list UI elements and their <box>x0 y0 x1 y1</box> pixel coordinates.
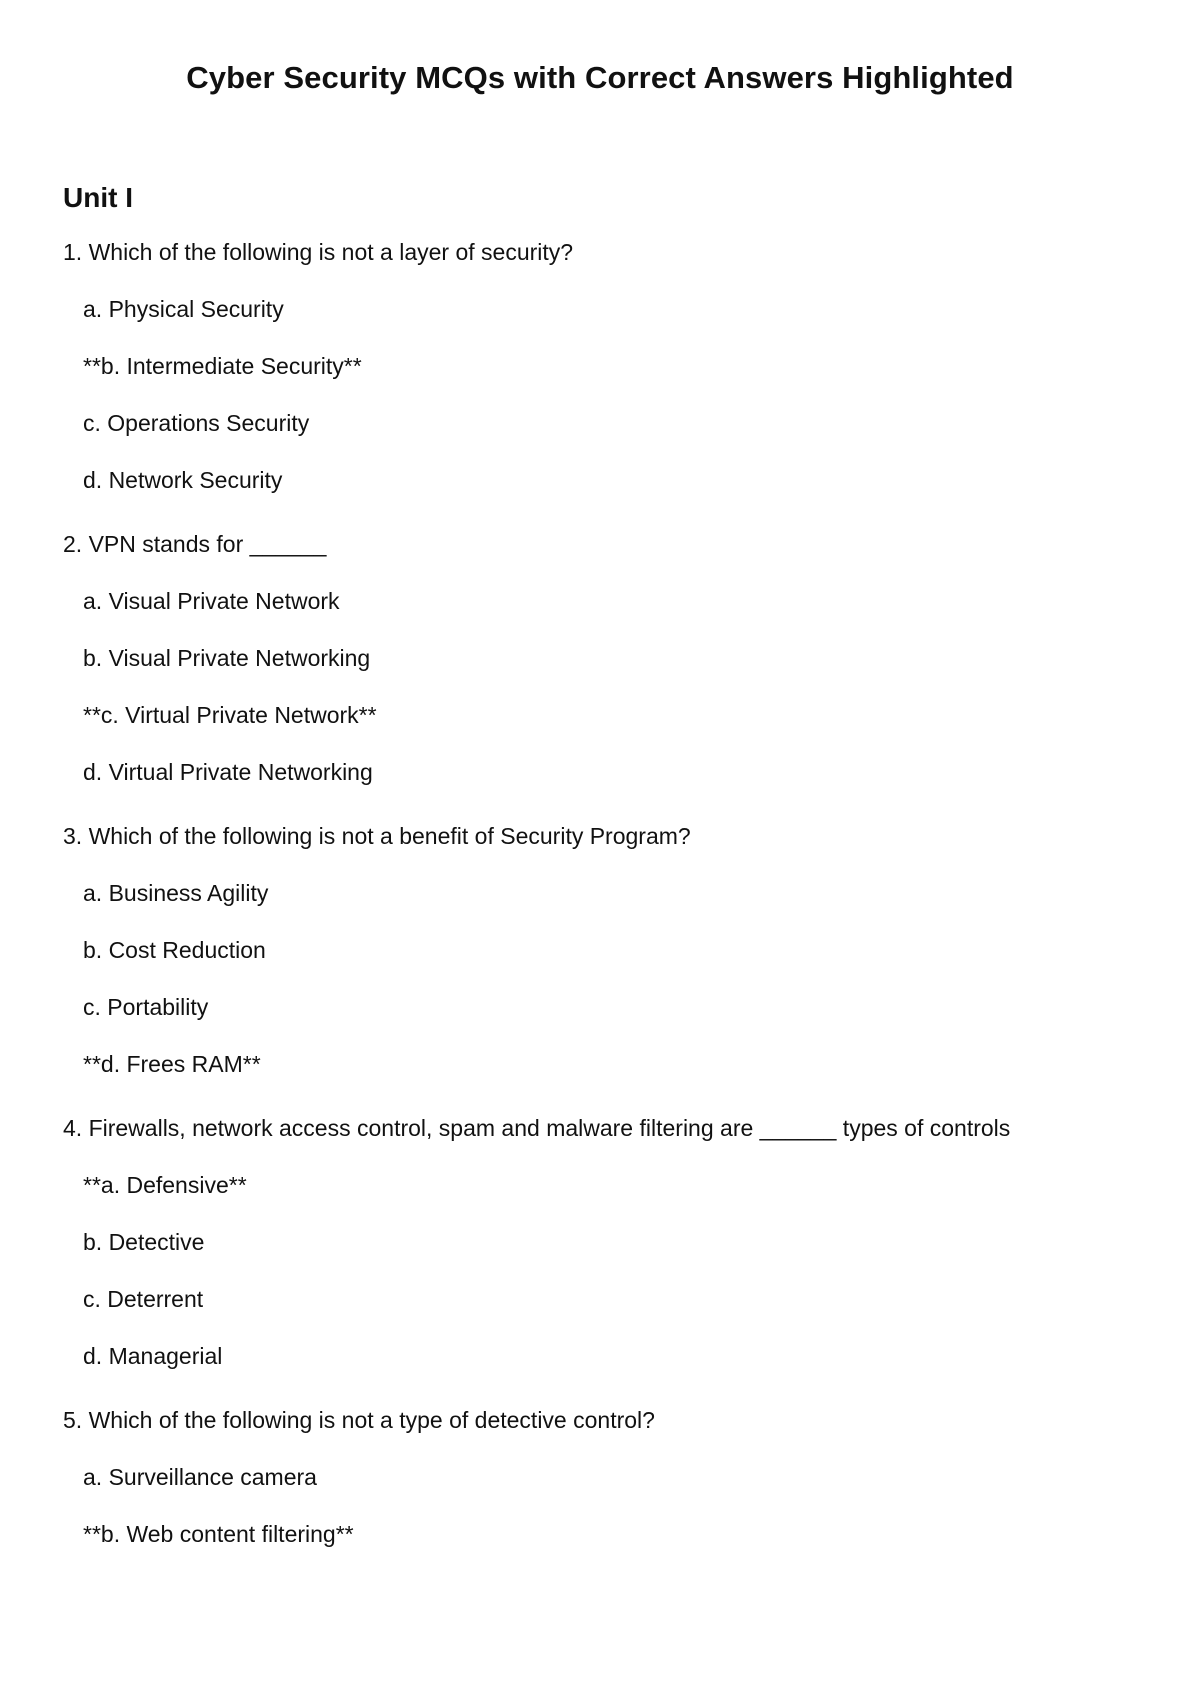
question-5 <box>63 1407 1163 1547</box>
option-a: **a. Defensive** <box>83 1172 247 1198</box>
question-text: 3. Which of the following is not a benefit of Security Program? <box>63 823 691 849</box>
question-1 <box>63 239 1163 525</box>
question-text: 1. Which of the following is not a layer of security? <box>63 239 574 265</box>
option-list <box>63 1172 1163 1401</box>
option-c: c. Deterrent <box>83 1286 204 1312</box>
option-list <box>63 588 1163 817</box>
option-b: b. Detective <box>83 1229 205 1255</box>
option-b: **b. Intermediate Security** <box>83 353 362 379</box>
option-d: d. Managerial <box>83 1343 223 1369</box>
question-4 <box>63 1115 1163 1401</box>
option-a: a. Visual Private Network <box>83 588 340 614</box>
option-d: d. Virtual Private Networking <box>83 759 373 785</box>
option-list <box>63 296 1163 525</box>
question-text: 4. Firewalls, network access control, spam and malware filtering are ______ types of controls <box>63 1115 1011 1141</box>
option-b: b. Cost Reduction <box>83 937 266 963</box>
option-a: a. Business Agility <box>83 880 269 906</box>
document-title: Cyber Security MCQs with Correct Answers Highlighted <box>186 60 1014 95</box>
option-list <box>63 880 1163 1109</box>
question-list <box>63 239 1163 1547</box>
option-c: c. Operations Security <box>83 410 310 436</box>
option-d: **d. Frees RAM** <box>83 1051 261 1077</box>
question-text: 2. VPN stands for ______ <box>63 531 327 557</box>
option-a: a. Physical Security <box>83 296 284 322</box>
question-text: 5. Which of the following is not a type of detective control? <box>63 1407 655 1433</box>
option-b: **b. Web content filtering** <box>83 1521 354 1547</box>
question-2 <box>63 531 1163 817</box>
option-c: c. Portability <box>83 994 209 1020</box>
option-c: **c. Virtual Private Network** <box>83 702 377 728</box>
option-b: b. Visual Private Networking <box>83 645 371 671</box>
unit-heading: Unit I <box>63 182 133 213</box>
option-list <box>63 1464 1163 1547</box>
option-d: d. Network Security <box>83 467 283 493</box>
question-3 <box>63 823 1163 1109</box>
option-a: a. Surveillance camera <box>83 1464 317 1490</box>
